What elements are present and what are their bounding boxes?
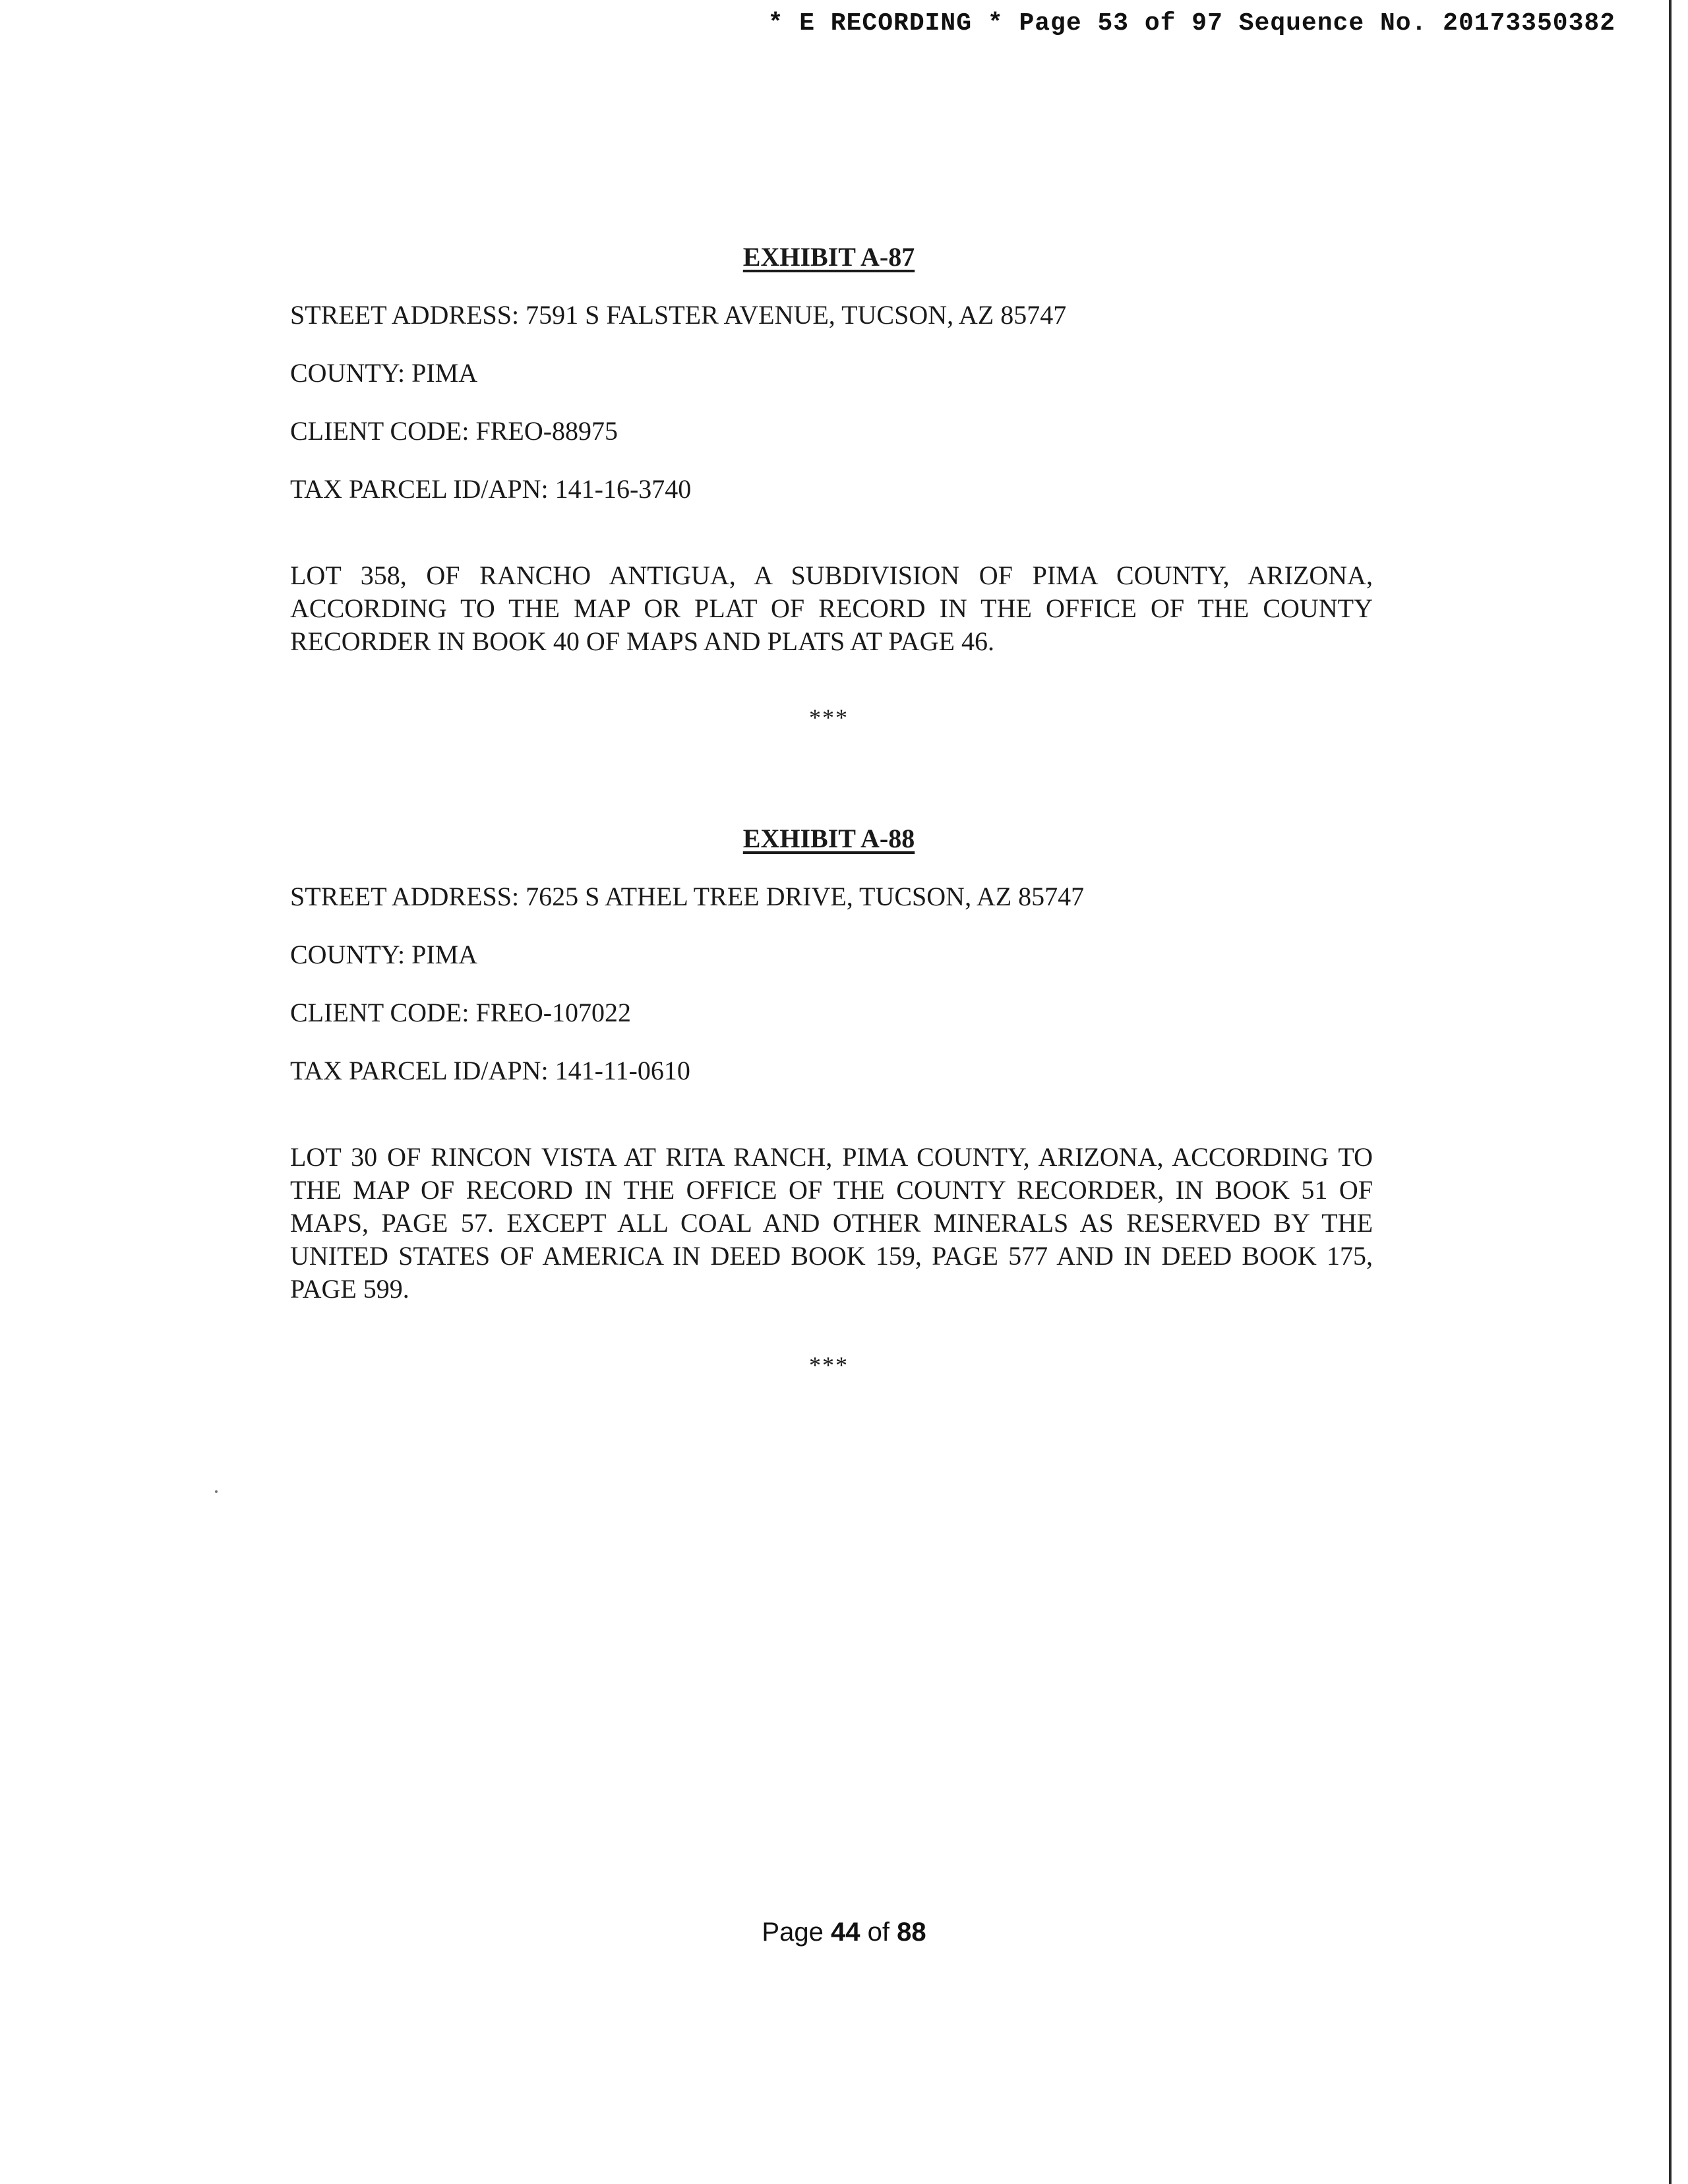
scan-edge-line: [1669, 0, 1672, 2184]
legal-description: LOT 358, OF RANCHO ANTIGUA, A SUBDIVISION OF PIMA COUNTY, ARIZONA, ACCORDING TO THE MAP OR PLAT OF RECORD IN THE OFFICE OF THE COUNTY RECORDER IN BOOK 40 OF MAPS AND PLATS AT PAGE 46.: [290, 561, 1373, 656]
page-word: Page: [762, 1918, 824, 1947]
recording-stamp: * E RECORDING * Page 53 of 97 Sequence No. 20173350382: [768, 9, 1615, 38]
of-word: of: [867, 1918, 889, 1947]
exhibit-a-88: [285, 823, 1373, 1378]
page-current: 44: [830, 1918, 860, 1947]
exhibit-title: EXHIBIT A-88: [742, 824, 915, 853]
street-address: STREET ADDRESS: 7625 S ATHEL TREE DRIVE, TUCSON, AZ 85747: [290, 882, 1085, 911]
section-separator: ***: [809, 1352, 849, 1378]
legal-description: LOT 30 OF RINCON VISTA AT RITA RANCH, PIMA COUNTY, ARIZONA, ACCORDING TO THE MAP OF RECORD IN THE OFFICE OF THE COUNTY RECORDER, IN BOOK 51 OF MAPS, PAGE 57. EXCEPT ALL COAL AND OTHER MINERALS AS RESERVED BY THE UNITED STATES OF AMERICA IN DEED BOOK 159, PAGE 577 AND IN DEED BOOK 175, PAGE 599.: [290, 1142, 1373, 1304]
client-code: CLIENT CODE: FREO-107022: [290, 998, 632, 1027]
tax-parcel-id: TAX PARCEL ID/APN: 141-11-0610: [290, 1056, 690, 1085]
client-code: CLIENT CODE: FREO-88975: [290, 416, 618, 446]
page-number: [0, 1918, 1688, 1947]
exhibit-a-87: [285, 241, 1373, 731]
exhibit-title: EXHIBIT A-87: [742, 242, 915, 272]
tax-parcel-id: TAX PARCEL ID/APN: 141-16-3740: [290, 474, 692, 504]
page-total: 88: [897, 1918, 926, 1947]
street-address: STREET ADDRESS: 7591 S FALSTER AVENUE, TUCSON, AZ 85747: [290, 300, 1067, 330]
county: COUNTY: PIMA: [290, 940, 478, 969]
county: COUNTY: PIMA: [290, 358, 478, 388]
scan-speck: [215, 1490, 218, 1493]
section-separator: ***: [809, 704, 849, 731]
